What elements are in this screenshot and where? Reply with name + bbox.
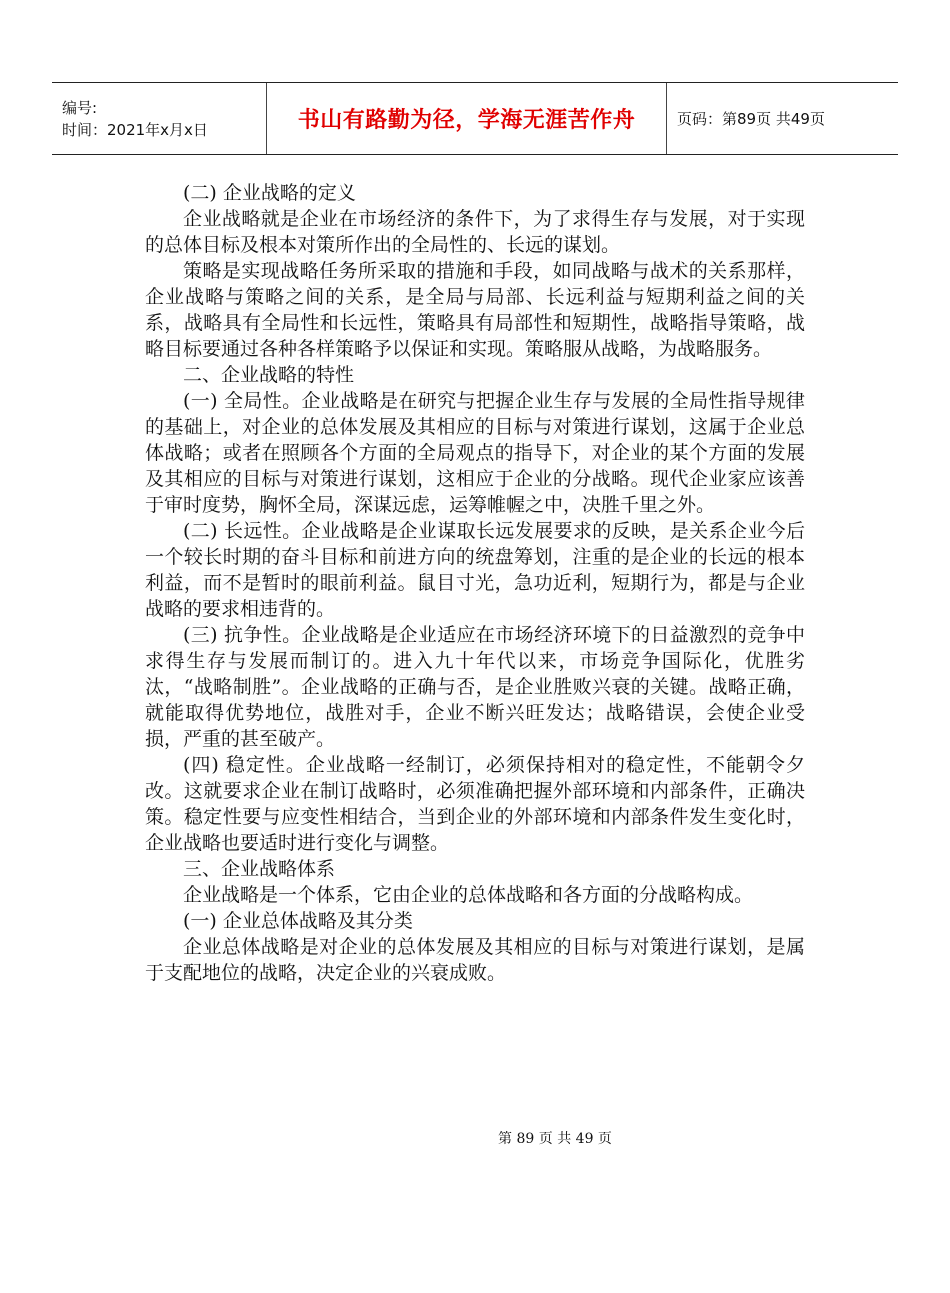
- header-meta-cell: [52, 83, 267, 154]
- body-paragraph: 策略是实现战略任务所采取的措施和手段，如同战略与战术的关系那样，企业战略与策略之间的关系，是全局与局部、长远利益与短期利益之间的关系，战略具有全局性和长远性，策略具有局部性和短期性，战略指导策略，战略目标要通过各种各样策略予以保证和实现。策略服从战略，为战略服务。: [145, 260, 805, 360]
- body-paragraph: 企业总体战略是对企业的总体发展及其相应的目标与对策进行谋划，是属于支配地位的战略，决定企业的兴衰成败。: [145, 936, 805, 984]
- document-header: [52, 82, 898, 155]
- footer-page-number: 第 89 页 共 49 页: [498, 1131, 612, 1147]
- number-label: 编号:: [62, 98, 98, 117]
- section-heading: (一) 企业总体战略及其分类: [183, 910, 413, 932]
- body-paragraph: (三) 抗争性。企业战略是企业适应在市场经济环境下的日益激烈的竞争中求得生存与发展而制订的。进入九十年代以来，市场竞争国际化，优胜劣汰，“战略制胜”。企业战略的正确与否，是企业胜败兴衰的关键。战略正确，就能取得优势地位，战胜对手，企业不断兴旺发达；战略错误，会使企业受损，严重的甚至破产。: [145, 624, 805, 750]
- section-heading: 三、企业战略体系: [183, 858, 336, 880]
- body-paragraph: 企业战略就是企业在市场经济的条件下，为了求得生存与发展，对于实现的总体目标及根本对策所作出的全局性的、长远的谋划。: [145, 208, 805, 256]
- body-paragraph: (二) 长远性。企业战略是企业谋取长远发展要求的反映，是关系企业今后一个较长时期的奋斗目标和前进方向的统盘筹划，注重的是企业的长远的根本利益，而不是暂时的眼前利益。鼠目寸光，急功近利，短期行为，都是与企业战略的要求相违背的。: [145, 520, 805, 620]
- header-page-cell: [667, 83, 898, 154]
- body-paragraph: (一) 全局性。企业战略是在研究与把握企业生存与发展的全局性指导规律的基础上，对企业的总体发展及其相应的目标与对策进行谋划，这属于企业总体战略；或者在照顾各个方面的全局观点的指导下，对企业的某个方面的发展及其相应的目标与对策进行谋划，这相应于企业的分战略。现代企业家应该善于审时度势，胸怀全局，深谋远虑，运筹帷幄之中，决胜千里之外。: [145, 390, 805, 516]
- section-heading: (二) 企业战略的定义: [183, 182, 356, 204]
- document-body: [145, 180, 805, 986]
- page-info: 页码：第89页 共49页: [677, 110, 825, 128]
- page-footer: [0, 1128, 950, 1148]
- section-heading: 二、企业战略的特性: [183, 364, 355, 386]
- motto-text: 书山有路勤为径，学海无涯苦作舟: [297, 108, 636, 133]
- time-label: 时间：2021年x月x日: [62, 120, 208, 139]
- body-paragraph: 企业战略是一个体系，它由企业的总体战略和各方面的分战略构成。: [183, 884, 754, 906]
- body-paragraph: (四) 稳定性。企业战略一经制订，必须保持相对的稳定性，不能朝令夕改。这就要求企业在制订战略时，必须准确把握外部环境和内部条件，正确决策。稳定性要与应变性相结合，当到企业的外部环境和内部条件发生变化时，企业战略也要适时进行变化与调整。: [145, 754, 805, 854]
- header-motto-cell: [267, 83, 667, 154]
